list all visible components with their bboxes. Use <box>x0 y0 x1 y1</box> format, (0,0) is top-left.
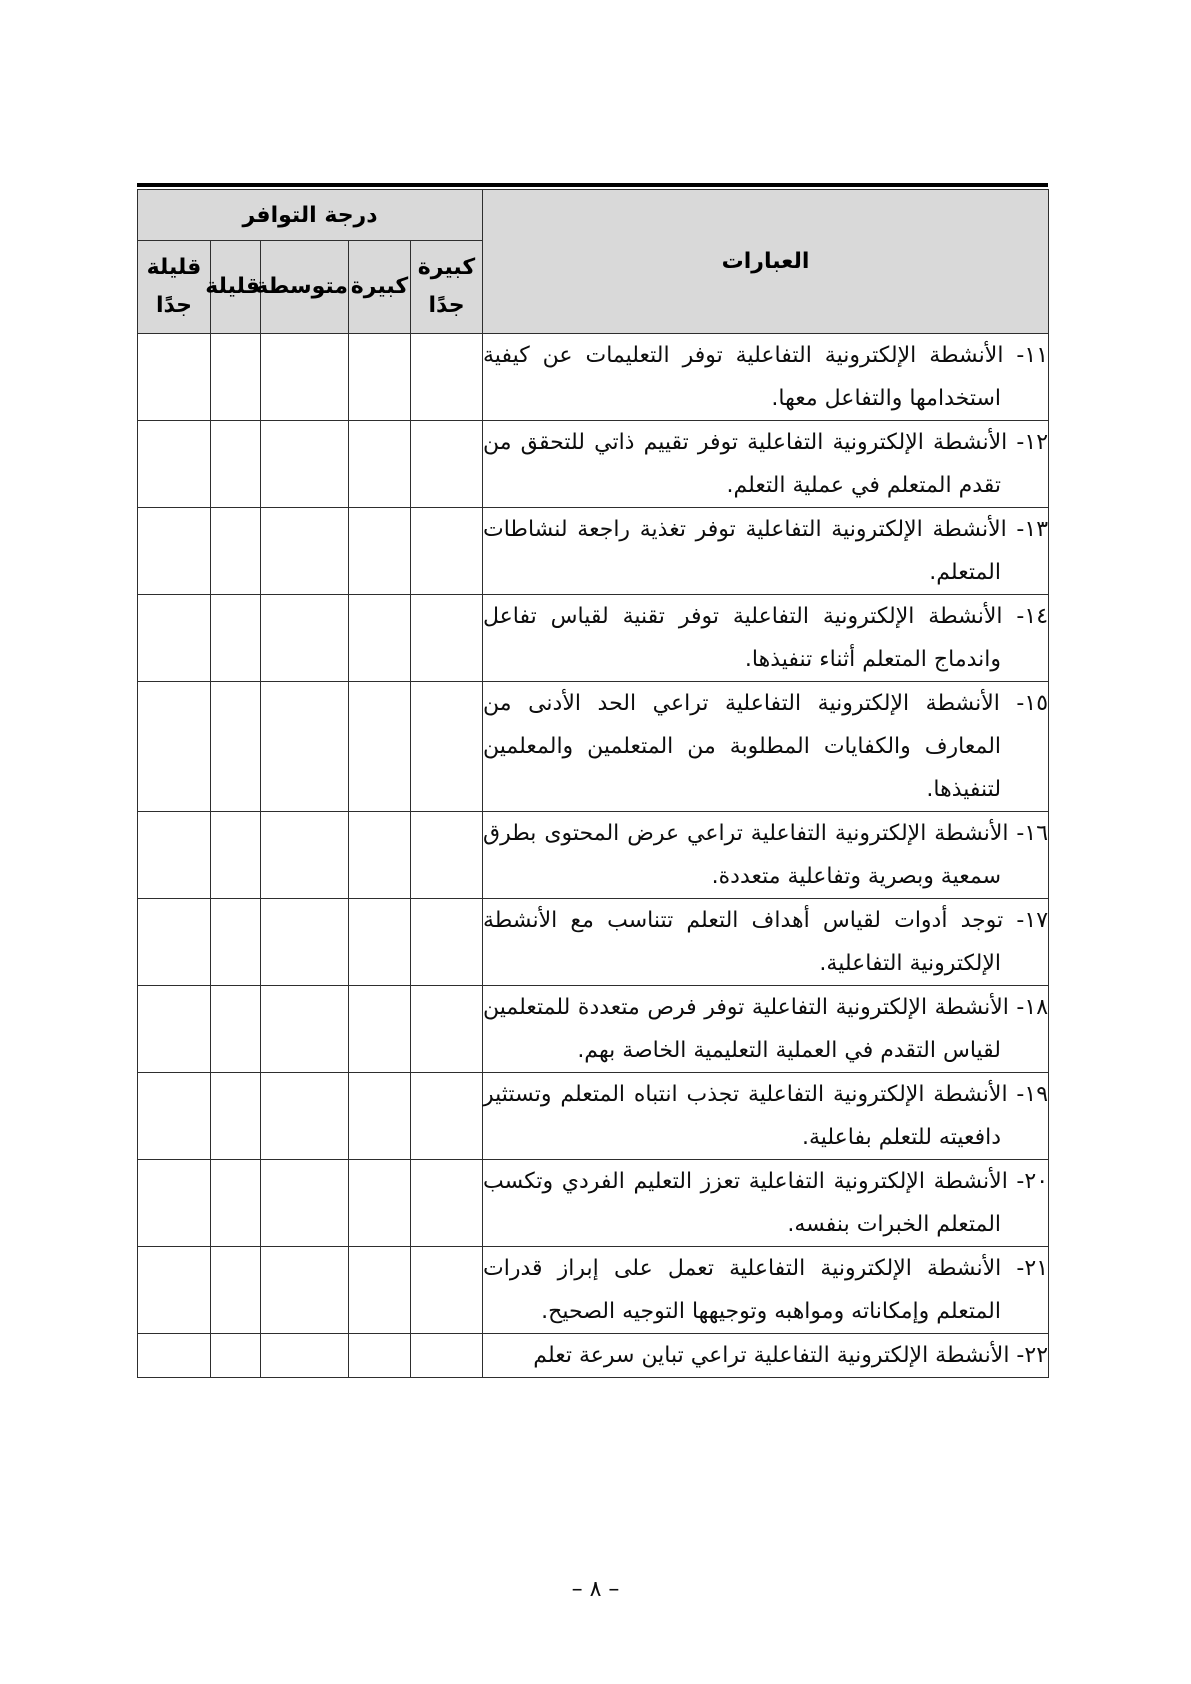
rating-cell <box>211 508 261 595</box>
rating-cell <box>261 1073 349 1160</box>
rating-cell <box>138 1160 211 1247</box>
rating-cell <box>349 1247 411 1334</box>
rating-cell <box>349 508 411 595</box>
rating-cell <box>349 1073 411 1160</box>
survey-table <box>137 189 1049 1378</box>
statement-text: ١٦- الأنشطة الإلكترونية التفاعلية تراعي عرض المحتوى بطرق سمعية وبصرية وتفاعلية متعددة. <box>483 821 1049 889</box>
rating-cell <box>261 334 349 421</box>
table-row <box>138 1073 1049 1160</box>
rating-cell <box>349 595 411 682</box>
table-row <box>138 1160 1049 1247</box>
rating-cell <box>211 334 261 421</box>
rating-cell <box>411 1334 483 1378</box>
rating-cell <box>211 421 261 508</box>
statement-text: ١٢- الأنشطة الإلكترونية التفاعلية توفر تقييم ذاتي للتحقق من تقدم المتعلم في عملية التعلم. <box>483 430 1049 498</box>
rating-cell <box>261 1247 349 1334</box>
rating-cell <box>349 334 411 421</box>
rating-cell <box>261 899 349 986</box>
table-row <box>138 986 1049 1073</box>
rating-cell <box>211 1160 261 1247</box>
survey-table-wrap <box>137 183 1048 1378</box>
rating-cell <box>138 682 211 812</box>
rating-cell <box>261 812 349 899</box>
rating-cell <box>261 508 349 595</box>
rating-cell <box>261 595 349 682</box>
statement-text: ١٥- الأنشطة الإلكترونية التفاعلية تراعي الحد الأدنى من المعارف والكفايات المطلوبة من المتعلمين والمعلمين لتنفيذها. <box>483 691 1049 802</box>
rating-cell <box>411 334 483 421</box>
rating-cell <box>138 986 211 1073</box>
rating-cell <box>411 1160 483 1247</box>
statement-text: ٢٠- الأنشطة الإلكترونية التفاعلية تعزز التعليم الفردي وتكسب المتعلم الخبرات بنفسه. <box>483 1169 1049 1237</box>
table-row <box>138 421 1049 508</box>
rating-cell <box>211 812 261 899</box>
statement-cell <box>483 899 1049 986</box>
scale-header-cell: كبيرة <box>349 241 411 334</box>
statement-cell <box>483 986 1049 1073</box>
statement-text: ١١- الأنشطة الإلكترونية التفاعلية توفر التعليمات عن كيفية استخدامها والتفاعل معها. <box>483 343 1049 411</box>
statement-cell <box>483 812 1049 899</box>
rating-cell <box>411 508 483 595</box>
degree-header-cell: درجة التوافر <box>138 190 483 241</box>
rating-cell <box>411 899 483 986</box>
rating-cell <box>349 682 411 812</box>
statement-cell <box>483 682 1049 812</box>
rating-cell <box>411 595 483 682</box>
rating-cell <box>138 334 211 421</box>
rating-cell <box>411 1247 483 1334</box>
statement-cell <box>483 421 1049 508</box>
table-row <box>138 595 1049 682</box>
rating-cell <box>138 1073 211 1160</box>
rating-cell <box>138 421 211 508</box>
rating-cell <box>138 595 211 682</box>
table-row <box>138 682 1049 812</box>
rating-cell <box>138 1334 211 1378</box>
rating-cell <box>411 1073 483 1160</box>
rating-cell <box>211 1247 261 1334</box>
rating-cell <box>411 682 483 812</box>
rating-cell <box>349 986 411 1073</box>
statements-header-cell: العبارات <box>483 190 1049 334</box>
statement-text: ١٨- الأنشطة الإلكترونية التفاعلية توفر فرص متعددة للمتعلمين لقياس التقدم في العملية التعليمية الخاصة بهم. <box>483 995 1049 1063</box>
table-row <box>138 812 1049 899</box>
rating-cell <box>138 1247 211 1334</box>
statement-cell <box>483 1160 1049 1247</box>
header-row-top <box>138 190 1049 241</box>
rating-cell <box>211 1073 261 1160</box>
statement-cell <box>483 595 1049 682</box>
rating-cell <box>261 421 349 508</box>
rating-cell <box>349 1160 411 1247</box>
rating-cell <box>261 1334 349 1378</box>
statement-cell <box>483 1073 1049 1160</box>
table-row <box>138 1247 1049 1334</box>
rating-cell <box>138 812 211 899</box>
statement-text: ١٣- الأنشطة الإلكترونية التفاعلية توفر تغذية راجعة لنشاطات المتعلم. <box>483 517 1049 585</box>
rating-cell <box>138 899 211 986</box>
rating-cell <box>349 812 411 899</box>
rating-cell <box>349 421 411 508</box>
statement-cell <box>483 334 1049 421</box>
statement-text: ١٩- الأنشطة الإلكترونية التفاعلية تجذب انتباه المتعلم وتستثير دافعيته للتعلم بفاعلية. <box>483 1082 1049 1150</box>
rating-cell <box>211 682 261 812</box>
statement-cell <box>483 1247 1049 1334</box>
rating-cell <box>261 986 349 1073</box>
rating-cell <box>349 899 411 986</box>
statement-cell <box>483 1334 1049 1378</box>
rating-cell <box>349 1334 411 1378</box>
rating-cell <box>261 1160 349 1247</box>
statement-cell <box>483 508 1049 595</box>
rating-cell <box>261 682 349 812</box>
statement-text: ١٧- توجد أدوات لقياس أهداف التعلم تتناسب مع الأنشطة الإلكترونية التفاعلية. <box>483 908 1049 976</box>
table-row <box>138 899 1049 986</box>
rating-cell <box>411 421 483 508</box>
scale-header-cell: قليلة <box>211 241 261 334</box>
table-row <box>138 334 1049 421</box>
scale-header-cell: قليلة جدًا <box>138 241 211 334</box>
scale-header-cell: كبيرة جدًا <box>411 241 483 334</box>
statement-text: ١٤- الأنشطة الإلكترونية التفاعلية توفر تقنية لقياس تفاعل واندماج المتعلم أثناء تنفيذها. <box>483 604 1049 672</box>
rating-cell <box>211 899 261 986</box>
page-number: – ٨ – <box>571 1577 620 1602</box>
scale-header-cell: متوسطة <box>261 241 349 334</box>
rating-cell <box>411 812 483 899</box>
rating-cell <box>138 508 211 595</box>
rating-cell <box>211 986 261 1073</box>
table-row <box>138 508 1049 595</box>
rating-cell <box>411 986 483 1073</box>
table-row <box>138 1334 1049 1378</box>
rating-cell <box>211 1334 261 1378</box>
rating-cell <box>211 595 261 682</box>
statement-text: ٢١- الأنشطة الإلكترونية التفاعلية تعمل على إبراز قدرات المتعلم وإمكاناته ومواهبه وتوجيهها التوجيه الصحيح. <box>483 1256 1049 1324</box>
statement-text: ٢٢- الأنشطة الإلكترونية التفاعلية تراعي تباين سرعة تعلم <box>533 1343 1049 1368</box>
